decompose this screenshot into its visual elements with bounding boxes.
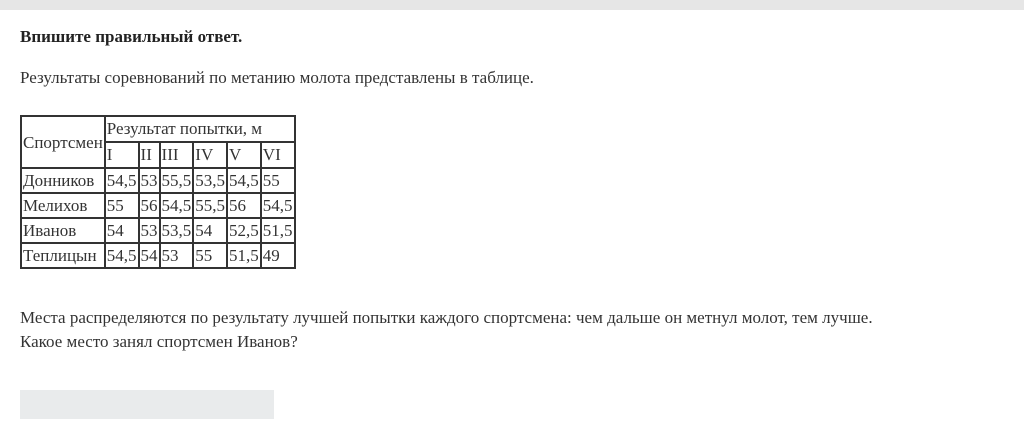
attempt-result: 51,5	[227, 243, 261, 268]
task-instruction: Впишите правильный ответ.	[20, 27, 243, 46]
attempt-result: 55	[261, 168, 295, 193]
attempt-number: I	[105, 142, 139, 168]
attempt-result: 54	[139, 243, 160, 268]
attempt-result: 53	[160, 243, 194, 268]
ranking-rule: Места распределяются по результату лучшей попытки каждого спортсмена: чем дальше он метнул молот, тем лучше.	[20, 308, 873, 327]
task-content	[20, 26, 1010, 351]
attempt-result: 55	[193, 243, 227, 268]
attempt-result: 49	[261, 243, 295, 268]
attempt-result: 55,5	[193, 193, 227, 218]
attempt-number: VI	[261, 142, 295, 168]
top-bar	[0, 0, 1024, 10]
attempt-result: 53	[139, 168, 160, 193]
results-table	[20, 115, 296, 269]
table-row	[21, 193, 295, 218]
table-row	[21, 218, 295, 243]
athlete-header: Спортсмен	[21, 116, 105, 168]
athlete-name: Теплицын	[21, 243, 105, 268]
attempt-result: 54,5	[160, 193, 194, 218]
attempt-result: 56	[227, 193, 261, 218]
attempt-result: 55	[105, 193, 139, 218]
attempt-result: 56	[139, 193, 160, 218]
attempt-result: 55,5	[160, 168, 194, 193]
task-intro: Результаты соревнований по метанию молота представлены в таблице.	[20, 68, 534, 87]
athlete-name: Иванов	[21, 218, 105, 243]
attempt-header: Результат попытки, м	[105, 116, 295, 142]
attempt-number: IV	[193, 142, 227, 168]
attempt-result: 54,5	[227, 168, 261, 193]
answer-input[interactable]	[20, 390, 274, 419]
attempt-result: 52,5	[227, 218, 261, 243]
attempt-result: 54	[105, 218, 139, 243]
table-row	[21, 243, 295, 268]
athlete-name: Мелихов	[21, 193, 105, 218]
attempt-result: 54	[193, 218, 227, 243]
attempt-number: V	[227, 142, 261, 168]
attempt-number: III	[160, 142, 194, 168]
attempt-result: 53,5	[160, 218, 194, 243]
attempt-result: 54,5	[105, 168, 139, 193]
table-row	[21, 168, 295, 193]
attempt-number: II	[139, 142, 160, 168]
attempt-result: 54,5	[261, 193, 295, 218]
athlete-name: Донников	[21, 168, 105, 193]
attempt-result: 53	[139, 218, 160, 243]
attempt-result: 54,5	[105, 243, 139, 268]
attempt-result: 53,5	[193, 168, 227, 193]
task-question: Какое место занял спортсмен Иванов?	[20, 332, 298, 351]
attempt-result: 51,5	[261, 218, 295, 243]
table-header-row	[21, 116, 295, 142]
